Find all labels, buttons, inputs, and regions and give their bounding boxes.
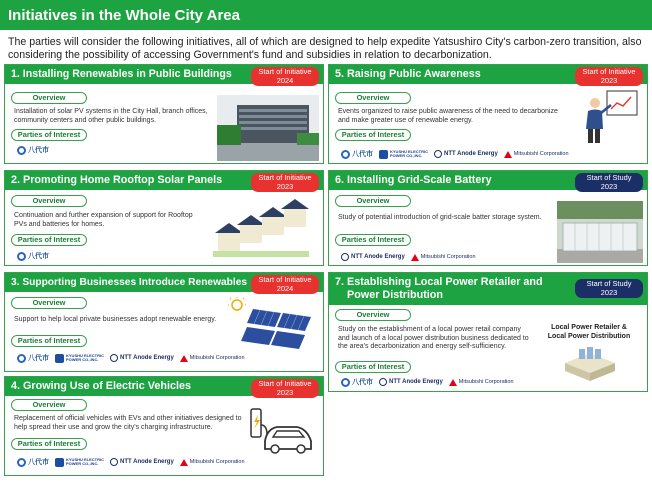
kyushu-electric-logo: KYUSHU ELECTRIC POWER CO.,INC. bbox=[55, 458, 104, 467]
panel-4-electric-vehicles bbox=[4, 376, 324, 476]
ntt-anode-energy-logo: NTT Anode Energy bbox=[434, 150, 498, 158]
panel-3-logos bbox=[17, 353, 245, 363]
page-title: Initiatives in the Whole City Area bbox=[0, 0, 652, 30]
panel-2-start-badge: Start of Initiative 2023 bbox=[251, 173, 319, 192]
panel-7-start-badge: Start of Study 2023 bbox=[575, 279, 643, 298]
panel-5-overview-text: Events organized to raise public awareness of the need to decarbonize and make greater use of renewable energy. bbox=[338, 108, 558, 124]
ev-charging-car-icon bbox=[249, 405, 315, 455]
mitsubishi-corporation-logo: Mitsubishi Corporation bbox=[504, 151, 569, 158]
panel-3-overview-text: Support to help local private businesses adopt renewable energy. bbox=[14, 316, 217, 323]
yatsushiro-logo: 八代市 bbox=[17, 145, 49, 155]
panel-1-parties-label: Parties of Interest bbox=[11, 129, 87, 141]
panel-4-logos bbox=[17, 457, 245, 467]
mitsubishi-corporation-logo: Mitsubishi Corporation bbox=[180, 459, 245, 466]
yatsushiro-logo: 八代市 bbox=[341, 377, 373, 387]
panel-1-renewables-public-buildings bbox=[4, 64, 324, 164]
panel-4-parties-label: Parties of Interest bbox=[11, 438, 87, 450]
panel-6-start-badge: Start of Study 2023 bbox=[575, 173, 643, 192]
kyushu-electric-logo: KYUSHU ELECTRIC POWER CO.,INC. bbox=[55, 354, 104, 363]
city-hall-photo-icon bbox=[217, 95, 319, 161]
panel-2-logos bbox=[17, 251, 49, 261]
panel-1-title: 1. Installing Renewables in Public Buildings bbox=[5, 65, 323, 84]
panel-2-title: 2. Promoting Home Rooftop Solar Panels bbox=[5, 171, 323, 190]
panel-7-title: 7. Establishing Local Power Retailer and Power Distribution bbox=[329, 273, 647, 305]
houses-solar-roof-icon bbox=[213, 197, 309, 263]
mitsubishi-corporation-logo: Mitsubishi Corporation bbox=[449, 379, 514, 386]
panel-5-title: 5. Raising Public Awareness bbox=[329, 65, 647, 84]
ntt-anode-energy-logo: NTT Anode Energy bbox=[110, 458, 174, 466]
panel-7-local-power-retailer bbox=[328, 272, 648, 392]
panel-7-overview-text: Study on the establishment of a local power retail company and launch of a local power distribution business dedicated to the area's decarbonization and energy self-sufficiency. bbox=[338, 326, 529, 351]
panel-5-parties-label: Parties of Interest bbox=[335, 129, 411, 141]
presenter-whiteboard-icon bbox=[581, 89, 641, 145]
intro-text: The parties will consider the following initiatives, all of which are designed to help expedite Yatsushiro City's carbon-zero transition, also considering the possibility of accessing Government's fund and subsidies in relation to decarbonization. bbox=[8, 36, 642, 61]
panel-7-parties-label: Parties of Interest bbox=[335, 361, 411, 373]
panel-6-overview-text: Study of potential introduction of grid-scale batter storage system. bbox=[338, 214, 542, 221]
panel-1-logos bbox=[17, 145, 49, 155]
panel-6-grid-scale-battery bbox=[328, 170, 648, 266]
panel-2-parties-label: Parties of Interest bbox=[11, 234, 87, 246]
panel-6-logos bbox=[341, 253, 476, 261]
panel-1-start-badge: Start of Initiative 2024 bbox=[251, 67, 319, 86]
panel-4-title: 4. Growing Use of Electric Vehicles bbox=[5, 377, 323, 396]
battery-storage-photo-icon bbox=[557, 201, 643, 263]
panel-3-business-renewables bbox=[4, 272, 324, 372]
power-distribution-building-icon bbox=[555, 343, 625, 383]
panel-4-overview-label: Overview bbox=[11, 399, 87, 411]
power-retailer-label: Local Power Retailer & Local Power Distribution bbox=[547, 324, 631, 340]
panel-7-overview-label: Overview bbox=[335, 309, 411, 321]
panel-6-title: 6. Installing Grid-Scale Battery bbox=[329, 171, 647, 190]
yatsushiro-logo: 八代市 bbox=[341, 149, 373, 159]
panel-3-overview-label: Overview bbox=[11, 297, 87, 309]
yatsushiro-logo: 八代市 bbox=[17, 353, 49, 363]
kyushu-electric-logo: KYUSHU ELECTRIC POWER CO.,INC. bbox=[379, 150, 428, 159]
panel-6-parties-label: Parties of Interest bbox=[335, 234, 411, 246]
ntt-anode-energy-logo: NTT Anode Energy bbox=[379, 378, 443, 386]
mitsubishi-corporation-logo: Mitsubishi Corporation bbox=[411, 254, 476, 261]
panel-2-overview-label: Overview bbox=[11, 195, 87, 207]
yatsushiro-logo: 八代市 bbox=[17, 251, 49, 261]
panel-4-overview-text: Replacement of official vehicles with EVs and other initiatives designed to help spread their use and grow the city's charging infrastructure. bbox=[14, 415, 242, 431]
panel-1-overview-text: Installation of solar PV systems in the City Hall, branch offices, community centers and other public buildings. bbox=[14, 108, 208, 124]
solar-panels-sun-icon bbox=[227, 297, 317, 353]
panel-5-start-badge: Start of Initiative 2023 bbox=[575, 67, 643, 86]
yatsushiro-logo: 八代市 bbox=[17, 457, 49, 467]
panel-5-logos bbox=[341, 149, 569, 159]
panel-2-rooftop-solar bbox=[4, 170, 324, 266]
panel-1-overview-label: Overview bbox=[11, 92, 87, 104]
panel-5-overview-label: Overview bbox=[335, 92, 411, 104]
panel-3-start-badge: Start of Initiative 2024 bbox=[251, 275, 319, 294]
panel-2-overview-text: Continuation and further expansion of support for Rooftop PVs and batteries for homes. bbox=[14, 212, 193, 228]
mitsubishi-corporation-logo: Mitsubishi Corporation bbox=[180, 355, 245, 362]
panel-5-public-awareness bbox=[328, 64, 648, 164]
panel-6-overview-label: Overview bbox=[335, 195, 411, 207]
panel-4-start-badge: Start of Initiative 2023 bbox=[251, 379, 319, 398]
ntt-anode-energy-logo: NTT Anode Energy bbox=[110, 354, 174, 362]
ntt-anode-energy-logo: NTT Anode Energy bbox=[341, 253, 405, 261]
panel-3-parties-label: Parties of Interest bbox=[11, 335, 87, 347]
panel-7-logos bbox=[341, 377, 514, 387]
panel-3-title: 3. Supporting Businesses Introduce Renewables bbox=[5, 273, 323, 292]
